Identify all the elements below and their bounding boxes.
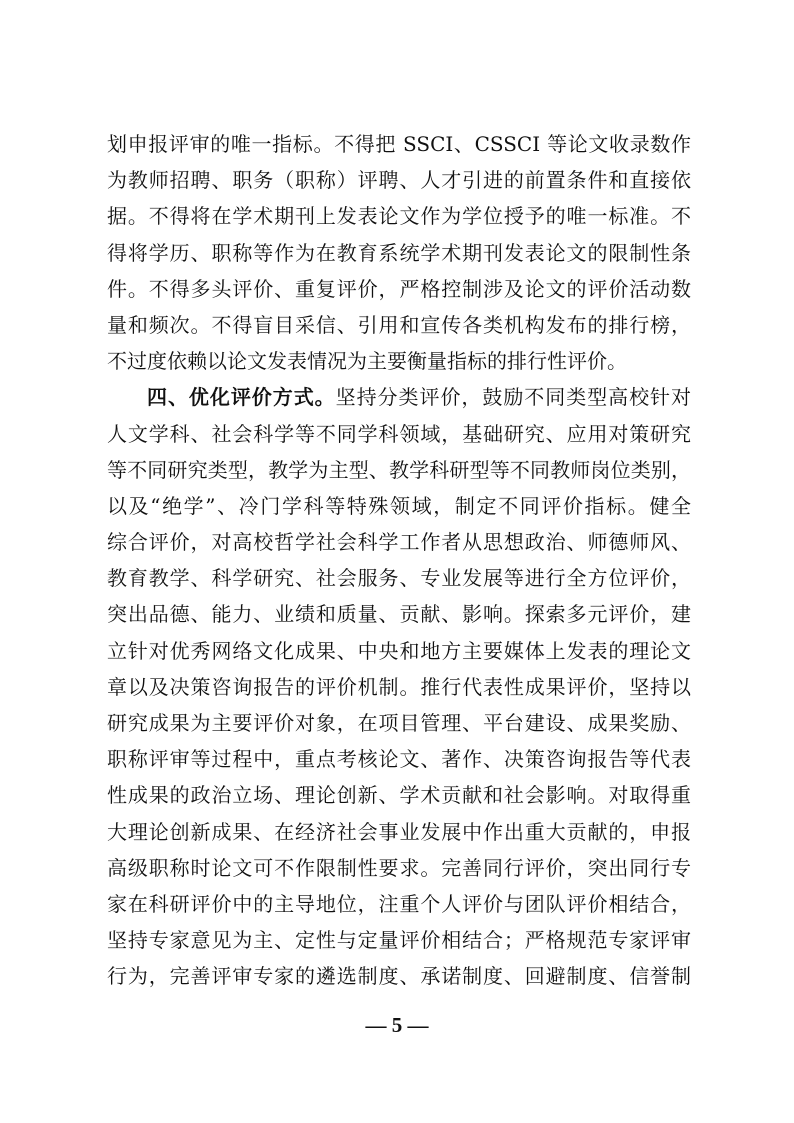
text-line: 不过度依赖以论文发表情况为主要衡量指标的排行性评价。	[107, 349, 627, 374]
text-line: 立针对优秀网络文化成果、中央和地方主要媒体上发表的理论文	[107, 638, 691, 663]
text-line: 划申报评审的唯一指标。不得把 SSCI、CSSCI 等论文收录数作	[107, 132, 691, 156]
text-line: 高级职称时论文可不作限制性要求。完善同行评价，突出同行专	[107, 855, 691, 880]
text-run: 坚持分类评价，鼓励不同类型高校针对	[335, 385, 692, 410]
section-heading: 四、优化评价方式。	[147, 385, 336, 410]
text-line: 综合评价，对高校哲学社会科学工作者从思想政治、师德师风、	[107, 530, 691, 555]
page-number: — 5 —	[365, 1013, 429, 1037]
paragraph-optimize-evaluation	[107, 379, 691, 994]
body-text	[107, 126, 691, 995]
text-line: 等不同研究类型，教学为主型、教学科研型等不同教师岗位类别，	[107, 457, 691, 482]
text-line: 研究成果为主要评价对象，在项目管理、平台建设、成果奖励、	[107, 711, 691, 735]
text-line	[107, 379, 691, 415]
text-line: 家在科研评价中的主导地位，注重个人评价与团队评价相结合，	[107, 891, 691, 916]
text-line: 行为，完善评审专家的遴选制度、承诺制度、回避制度、信誉制	[107, 964, 691, 989]
text-line: 大理论创新成果、在经济社会事业发展中作出重大贡献的，申报	[107, 819, 691, 844]
text-line: 得将学历、职称等作为在教育系统学术期刊发表论文的限制性条	[107, 240, 691, 265]
text-line: 为教师招聘、职务（职称）评聘、人才引进的前置条件和直接依	[107, 168, 691, 193]
text-line: 以及“绝学”、冷门学科等特殊领域，制定不同评价指标。健全	[107, 493, 691, 518]
text-line: 人文学科、社会科学等不同学科领域，基础研究、应用对策研究	[107, 421, 691, 446]
text-line: 章以及决策咨询报告的评价机制。推行代表性成果评价，坚持以	[107, 674, 691, 699]
text-line: 性成果的政治立场、理论创新、学术贡献和社会影响。对取得重	[107, 783, 691, 808]
paragraph-continued	[107, 126, 691, 379]
text-line: 量和频次。不得盲目采信、引用和宣传各类机构发布的排行榜，	[107, 312, 691, 337]
text-line: 突出品德、能力、业绩和质量、贡献、影响。探索多元评价，建	[107, 602, 691, 627]
text-line: 教育教学、科学研究、社会服务、专业发展等进行全方位评价，	[107, 566, 691, 591]
text-line: 据。不得将在学术期刊上发表论文作为学位授予的唯一标准。不	[107, 204, 691, 229]
text-line: 件。不得多头评价、重复评价，严格控制涉及论文的评价活动数	[107, 276, 691, 301]
text-line: 职称评审等过程中，重点考核论文、著作、决策咨询报告等代表	[107, 747, 691, 772]
text-line: 坚持专家意见为主、定性与定量评价相结合；严格规范专家评审	[107, 928, 691, 953]
